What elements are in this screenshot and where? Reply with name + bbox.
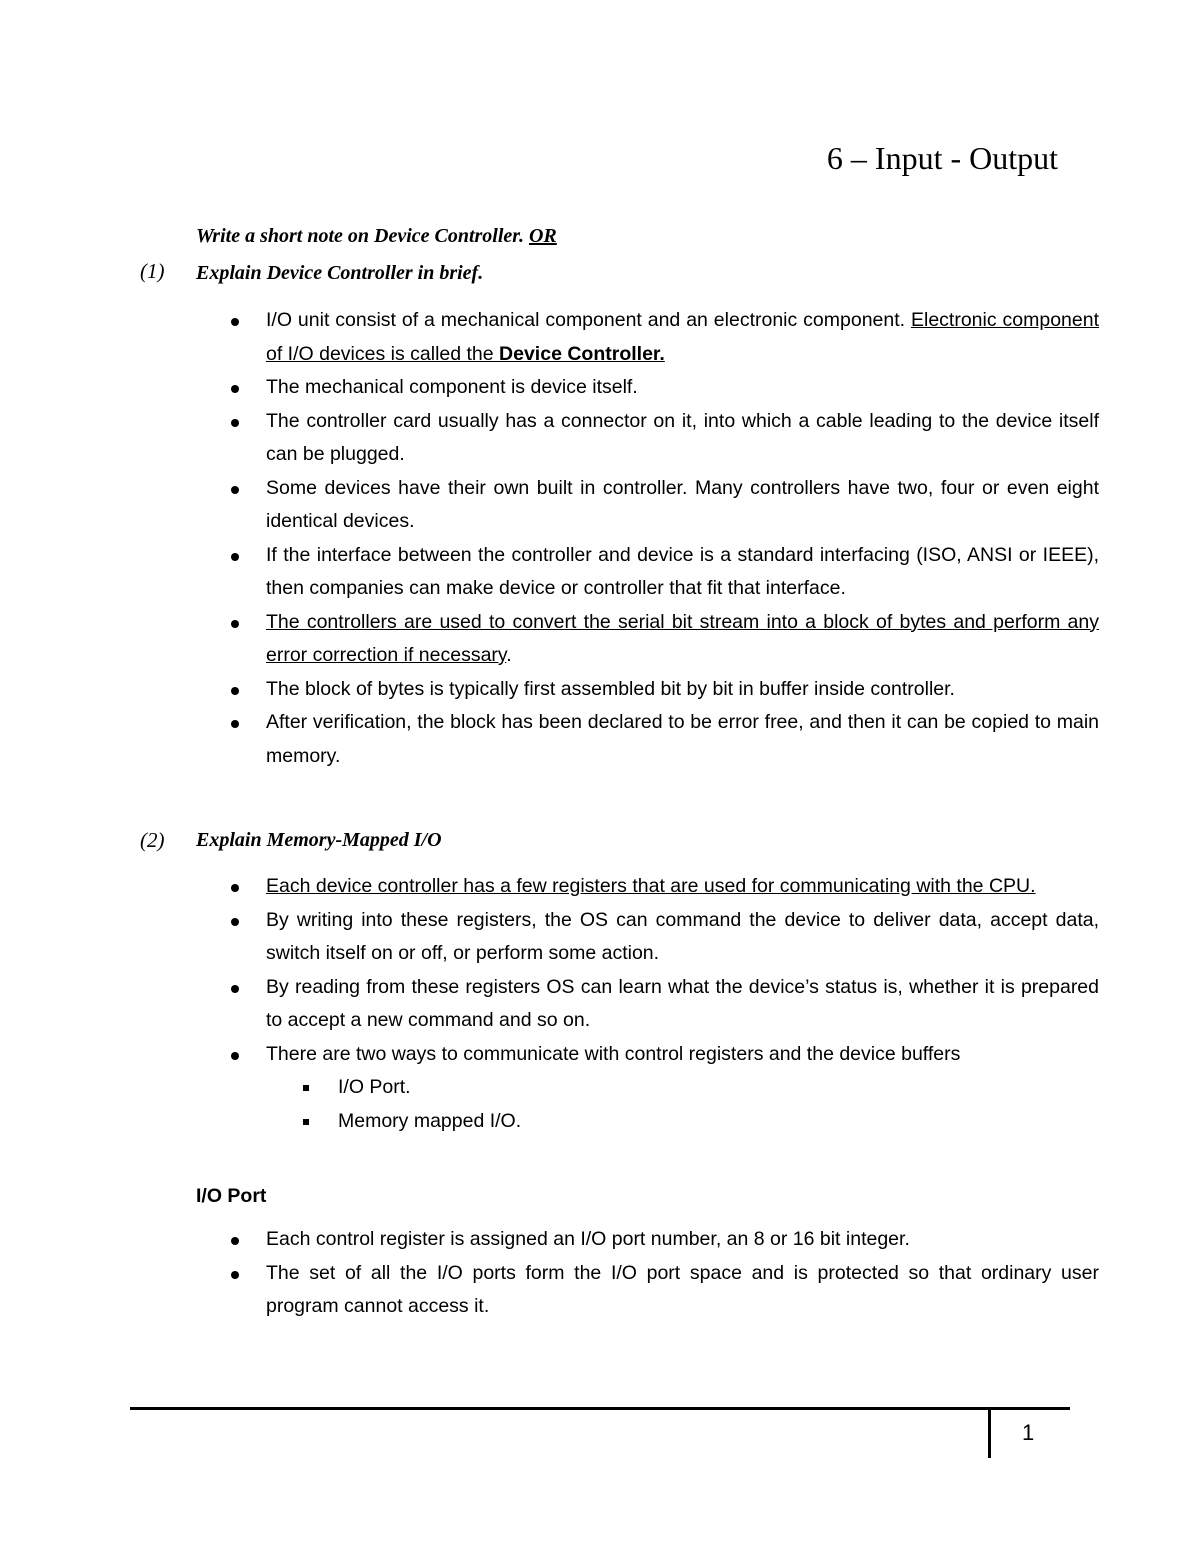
list-item: If the interface between the controller and device is a standard interfacing (ISO, ANSI or IEEE), then companies can make device or controller that fit that interface. [226, 539, 1099, 606]
list-item [226, 304, 1099, 371]
sublist-item: Memory mapped I/O. [266, 1105, 1099, 1139]
bullet-underlined-text: The controllers are used to convert the serial bit stream into a block of bytes and perform any error correction if necessary [266, 610, 1099, 666]
question-1-or: OR [528, 225, 557, 247]
list-item: By writing into these registers, the OS can command the device to deliver data, accept data, switch itself on or off, or perform some action. [226, 904, 1099, 971]
list-item: Some devices have their own built in controller. Many controllers have two, four or even eight identical devices. [226, 472, 1099, 539]
question-2-bullet-list [226, 870, 1099, 1138]
page-number: 1 [1022, 1420, 1035, 1445]
question-1-number: (1) [140, 259, 165, 283]
bullet-text: . [506, 644, 512, 666]
footer-divider [988, 1408, 991, 1458]
footer-rule [130, 1407, 1070, 1410]
list-item: The block of bytes is typically first assembled bit by bit in buffer inside controller. [226, 673, 1099, 707]
question-1-line-2: Explain Device Controller in brief. [196, 262, 484, 284]
device-controller-term: Device Controller. [499, 342, 665, 365]
list-item [226, 870, 1099, 904]
list-item: The controller card usually has a connector on it, into which a cable leading to the device itself can be plugged. [226, 405, 1099, 472]
io-port-heading: I/O Port [196, 1185, 267, 1207]
bullet-text: I/O unit consist of a mechanical component and an electronic component. [266, 309, 911, 331]
list-item: Each control register is assigned an I/O port number, an 8 or 16 bit integer. [226, 1223, 1099, 1257]
io-methods-sublist [266, 1071, 1099, 1138]
list-item: By reading from these registers OS can learn what the device’s status is, whether it is prepared to accept a new command and so on. [226, 971, 1099, 1038]
bullet-text: Electronic component of I/O devices is called the [266, 309, 1099, 365]
list-item: The set of all the I/O ports form the I/O port space and is protected so that ordinary user program cannot access it. [226, 1257, 1099, 1324]
list-item [226, 1038, 1099, 1139]
question-1-line-1 [196, 225, 557, 248]
bullet-text: There are two ways to communicate with control registers and the device buffers [266, 1042, 961, 1065]
list-item: After verification, the block has been declared to be error free, and then it can be copied to main memory. [226, 706, 1099, 773]
list-item [226, 606, 1099, 673]
question-1-bullet-list [226, 304, 1099, 773]
bullet-underlined-text: Each device controller has a few registers that are used for communicating with the CPU. [266, 875, 1036, 897]
sublist-item: I/O Port. [266, 1071, 1099, 1105]
question-2-title: Explain Memory-Mapped I/O [196, 829, 442, 851]
question-1-text: Write a short note on Device Controller. [196, 225, 524, 247]
io-port-bullet-list [226, 1223, 1099, 1324]
chapter-title: 6 – Input - Output [826, 140, 1058, 176]
list-item: The mechanical component is device itself. [226, 371, 1099, 405]
question-2-number: (2) [140, 828, 165, 852]
